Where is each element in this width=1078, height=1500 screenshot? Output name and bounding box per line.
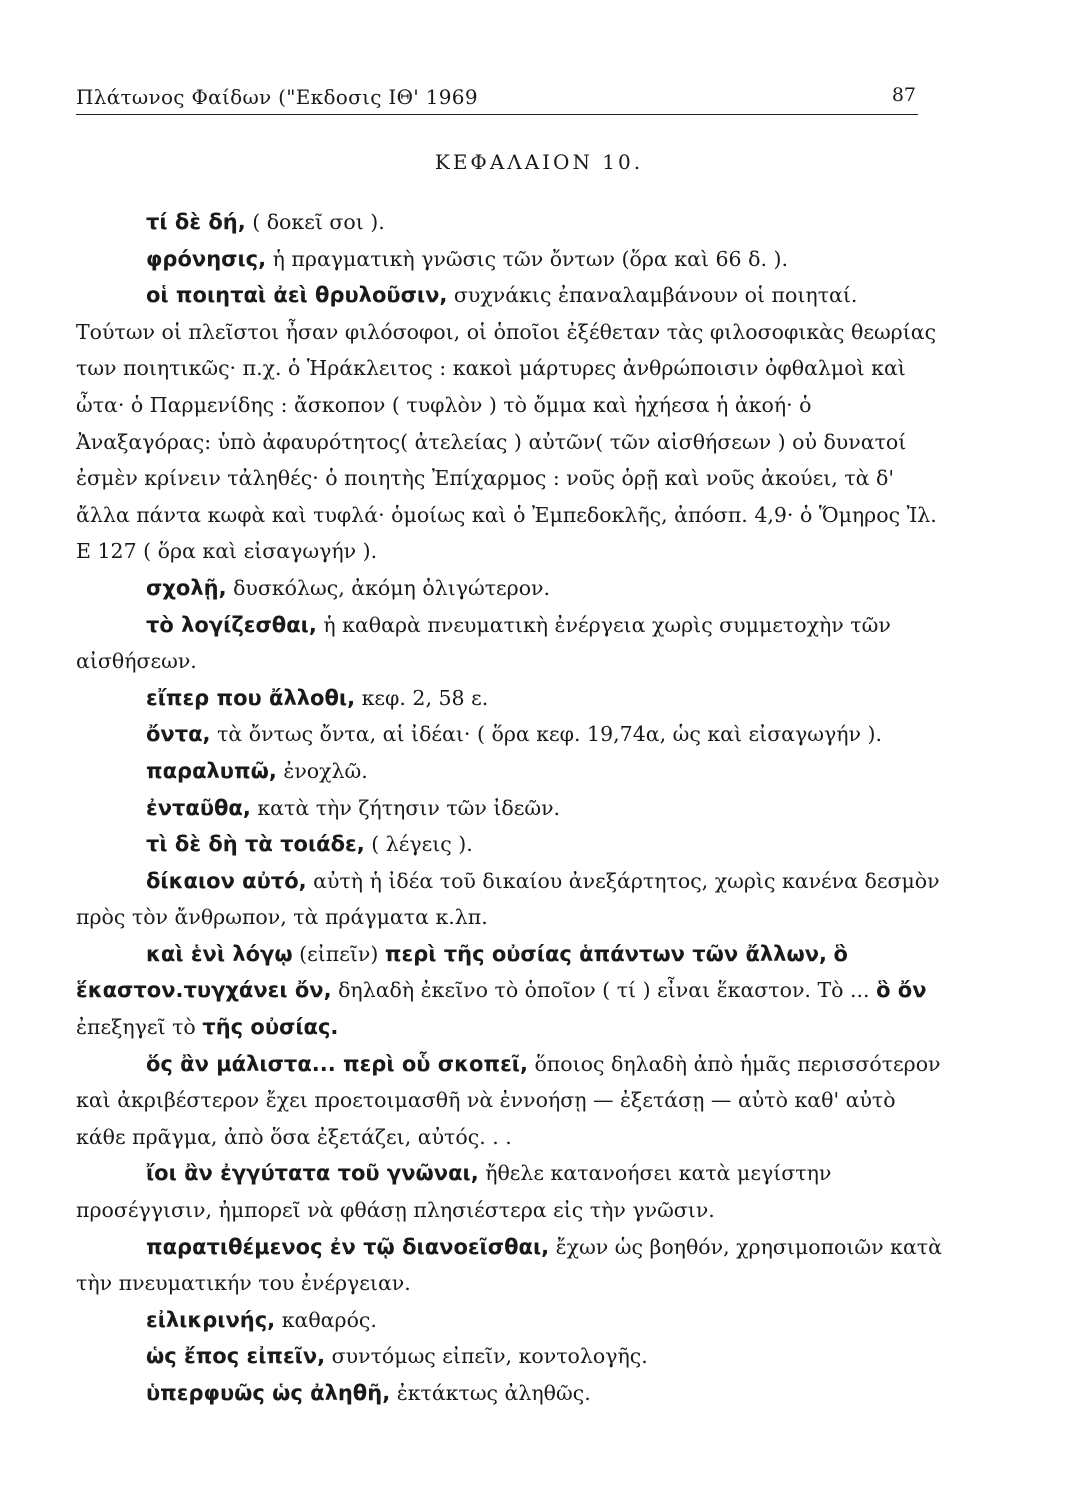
glossary-entry [76,277,942,570]
entry-term: περὶ τῆς οὐσίας ἁπάντων τῶν ἄλλων, [384,941,828,966]
glossary-entry [76,241,942,278]
entry-text: ἐκτάκτως ἀληθῶς. [390,1381,591,1405]
running-title: Πλάτωνος Φαίδων ("Εκδοσις ΙΘ' 1969 [76,85,478,109]
entry-text: δηλαδὴ ἐκεῖνο τὸ ὁποῖον ( τί ) εἶναι ἕκαστον. Τὸ ... [331,978,877,1003]
glossary-entry [76,204,942,241]
entry-term: τί δὲ δή, [146,210,246,234]
entry-text: ὅποιος δηλαδὴ ἀπὸ ἡμᾶς περισσότερον καὶ ἀκριβέστερον ἔχει προετοιμασθῆ νὰ ἐννοήσῃ — ἐξετάσῃ — αὐτὸ καθ' αὐτὸ κάθε πρᾶγμα, ἀπὸ ὅσα ἐξετάζει, αὐτός. . . [76,1051,941,1149]
entry-text: συντόμως εἰπεῖν, κοντολογῆς. [325,1344,648,1369]
entry-text: ἐπεξηγεῖ τὸ [76,1015,203,1040]
glossary-entry [76,826,942,863]
entry-term: τῆς οὐσίας. [202,1015,339,1040]
entry-term: εἴπερ που ἄλλοθι, [146,685,356,710]
entry-text: καθαρός. [275,1307,377,1332]
chapter-title: ΚΕΦΑΛΑΙΟΝ 10. [434,150,644,174]
entry-text: δυσκόλως, ἀκόμη ὀλιγώτερον. [226,575,551,600]
entry-text: ἤθελε κατανοήσει κατὰ μεγίστην προσέγγισιν, ἠμπορεῖ νὰ φθάσῃ πλησιέστερα εἰς τὴν γνῶσιν. [76,1161,832,1223]
glossary-entry [76,1338,942,1375]
entry-term: καὶ ἑνὶ λόγῳ [146,941,293,966]
entry-term: τὶ δὲ δὴ τὰ τοιάδε, [146,832,365,857]
entry-text: ( λέγεις ). [364,832,473,857]
page-number: 87 [891,84,916,106]
entry-term: δίκαιον αὐτό, [146,868,307,893]
entry-term: παρατιθέμενος ἐν τῷ διανοεῖσθαι, [146,1234,550,1259]
entry-term: σχολῇ, [146,575,227,600]
running-header [76,80,918,115]
entry-text: ἡ πραγματικὴ γνῶσις τῶν ὄντων (ὅρα καὶ 66 δ. ). [266,246,788,271]
entry-text: (εἰπεῖν) [292,941,385,966]
glossary-entry [76,716,942,753]
entry-text: ἡ καθαρὰ πνευματικὴ ἐνέργεια χωρὶς συμμετοχὴν τῶν αἰσθήσεων. [76,612,891,674]
glossary-entry [76,680,942,717]
entry-text: κατὰ τὴν ζήτησιν τῶν ἰδεῶν. [250,795,561,820]
entry-term: ὃ ὄν [876,978,927,1003]
entry-term: τὸ λογίζεσθαι, [146,612,317,637]
glossary-entry [76,1229,942,1302]
entry-term: ὅς ἂν μάλιστα... περὶ οὗ σκοπεῖ, [146,1051,528,1076]
glossary-entry [76,570,942,607]
entry-term: παραλυπῶ, [146,758,277,783]
entry-term: ὑπερφυῶς ὡς ἀληθῆ, [146,1381,391,1405]
glossary-entry [76,1375,942,1412]
glossary-entry [76,1302,942,1339]
entry-term: ὄντα, [146,722,211,747]
entry-text: συχνάκις ἐπαναλαμβάνουν οἱ ποιηταί. Τούτων οἱ πλεῖστοι ἦσαν φιλόσοφοι, οἱ ὁποῖοι ἐξέθεταν τὰς φιλοσοφικὰς θεωρίας των ποιητικῶς· π.χ. ὁ Ἡράκλειτος : κακοὶ μάρτυρες ἀνθρώποισιν ὀφθαλμοὶ καὶ ὦτα· ὁ Παρμενίδης : ἄσκοπον ( τυφλὸν ) τὸ ὄμμα καὶ ἠχήεσα ἡ ἀκοή· ὁ Ἀναξαγόρας: ὑπὸ ἀφαυρότητος( ἀτελείας ) αὐτῶν( τῶν αἰσθήσεων ) οὐ δυνατοί ἐσμὲν κρίνειν τἀληθές· ὁ ποιητὴς Ἐπίχαρμος : νοῦς ὁρῇ καὶ νοῦς ἀκούει, τὰ δ' ἄλλα πάντα κωφὰ καὶ τυφλά· ὁμοίως καὶ ὁ Ἐμπεδοκλῆς, ἀπόσπ. 4,9· ὁ Ὅμηρος Ἰλ. Ε 127 ( ὅρα καὶ εἰσαγωγήν ). [76,283,937,564]
entry-text: ἔχων ὡς βοηθόν, χρησιμοποιῶν κατὰ τὴν πνευματικήν του ἐνέργειαν. [76,1234,942,1296]
entry-term: οἱ ποιηταὶ ἀεὶ θρυλοῦσιν, [146,283,448,308]
entry-text: τὰ ὄντως ὄντα, αἱ ἰδέαι· ( ὅρα κεφ. 19,74α, ὡς καὶ εἰσαγωγήν ). [210,722,883,747]
glossary-entry [76,1155,942,1228]
glossary-entry [76,607,942,680]
entry-term: εἰλικρινής, [146,1307,276,1332]
entry-text: κεφ. 2, 58 ε. [355,685,489,710]
entry-term: ὡς ἔπος εἰπεῖν, [146,1344,326,1369]
glossary-entry [76,863,942,936]
entry-term: ὃ ἕκαστον.τυγχάνει ὄν, [76,941,848,1003]
glossary-body [76,204,942,1412]
glossary-entry [76,753,942,790]
entry-text: ἐνοχλῶ. [276,758,368,783]
entry-term: φρόνησις, [146,246,267,271]
glossary-entry-special [76,936,942,1046]
glossary-entry [76,1046,942,1156]
entry-term: ἴοι ἂν ἐγγύτατα τοῦ γνῶναι, [146,1161,479,1186]
entry-text: ( δοκεῖ σοι ). [245,210,385,234]
entry-term: ἐνταῦθα, [146,795,251,820]
glossary-entry [76,790,942,827]
entry-text: αὐτὴ ἡ ἰδέα τοῦ δικαίου ἀνεξάρτητος, χωρὶς κανένα δεσμὸν πρὸς τὸν ἄνθρωπον, τὰ πράγματα κ.λπ. [76,868,940,930]
